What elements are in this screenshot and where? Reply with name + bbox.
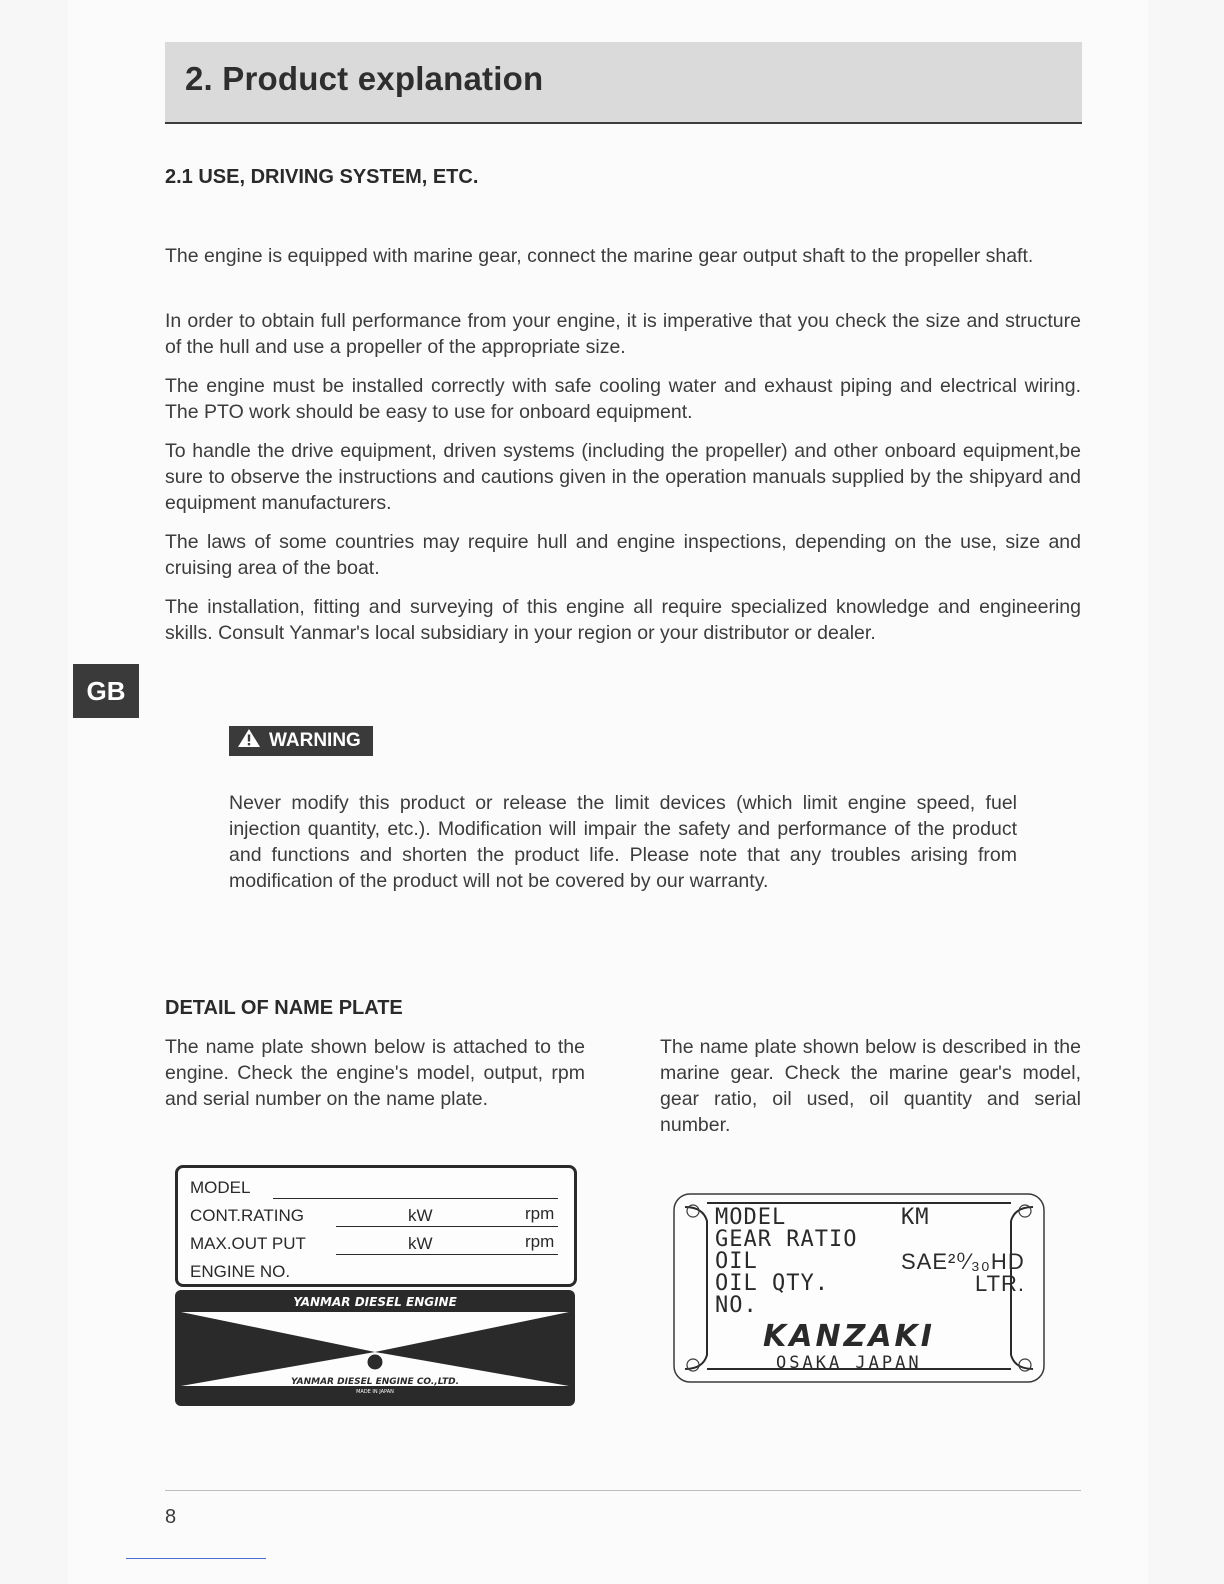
language-tab-label: GB bbox=[86, 675, 126, 706]
section-title: 2.1 USE, DRIVING SYSTEM, ETC. bbox=[165, 166, 479, 188]
engine-name-plate bbox=[175, 1165, 577, 1287]
gear-oil-value: SAE²⁰⁄₃₀HD bbox=[901, 1249, 1025, 1274]
paragraph-1: The engine is equipped with marine gear, connect the marine gear output shaft to the propeller shaft. bbox=[165, 245, 1034, 267]
paragraph-2: In order to obtain full performance from your engine, it is imperative that you check the size and structure of the hull and use a propeller of the appropriate size. bbox=[165, 310, 1081, 358]
warning-label: WARNING bbox=[269, 730, 361, 751]
gear-oil-label: OIL bbox=[715, 1249, 758, 1274]
page-number: 8 bbox=[165, 1506, 177, 1528]
marine-gear-name-plate bbox=[673, 1193, 1045, 1383]
plate-max-kw-unit: kW bbox=[408, 1234, 433, 1253]
gear-oil-qty-unit: LTR. bbox=[975, 1271, 1026, 1296]
kanzaki-city: OSAKA JAPAN bbox=[776, 1353, 922, 1373]
plate-cont-rpm-unit: rpm bbox=[525, 1204, 555, 1223]
paragraph-3: The engine must be installed correctly with safe cooling water and exhaust piping and electrical wiring. The PTO work should be easy to use for onboard equipment. bbox=[165, 375, 1081, 423]
name-plate-title: DETAIL OF NAME PLATE bbox=[165, 997, 403, 1019]
name-plate-left-text: The name plate shown below is attached to the engine. Check the engine's model, output, rpm and serial number on the name plate. bbox=[165, 1036, 585, 1110]
plate-engine-no-label: ENGINE NO. bbox=[190, 1262, 291, 1281]
plate-model-label: MODEL bbox=[190, 1178, 251, 1197]
bottom-edge-line bbox=[126, 1558, 266, 1559]
paragraph-5: The laws of some countries may require hull and engine inspections, depending on the use, size and cruising area of the boat. bbox=[165, 531, 1081, 579]
warning-triangle-icon bbox=[237, 728, 261, 754]
warning-text: Never modify this product or release the limit devices (which limit engine speed, fuel injection quantity, etc.). Modification will impair the safety and performance of the product and functions and shorten the product life. Please note that any troubles arising from modification of the product will not be covered by our warranty. bbox=[229, 792, 1017, 892]
language-tab bbox=[73, 664, 139, 718]
gear-ratio-label: GEAR RATIO bbox=[715, 1227, 858, 1252]
yanmar-badge bbox=[175, 1290, 575, 1406]
warning-badge bbox=[229, 726, 373, 756]
gear-model-value: KM bbox=[901, 1205, 930, 1230]
chapter-header bbox=[165, 42, 1082, 124]
gear-no-label: NO. bbox=[715, 1293, 758, 1318]
plate-max-rpm-unit: rpm bbox=[525, 1232, 555, 1251]
paragraph-6: The installation, fitting and surveying of this engine all require specialized knowledge and engineering skills. Consult Yanmar's local subsidiary in your region or your distributor or dealer. bbox=[165, 596, 1081, 644]
gear-oil-qty-label: OIL QTY. bbox=[715, 1271, 829, 1296]
badge-top-text: YANMAR DIESEL ENGINE bbox=[293, 1295, 457, 1309]
plate-cont-rating-label: CONT.RATING bbox=[190, 1206, 304, 1225]
name-plate-right-text: The name plate shown below is described in the marine gear. Check the marine gear's model, gear ratio, oil used, oil quantity and serial number. bbox=[660, 1036, 1081, 1136]
badge-bottom-text: YANMAR DIESEL ENGINE CO.,LTD. bbox=[290, 1377, 460, 1387]
badge-made-in-text: MADE IN JAPAN bbox=[356, 1389, 394, 1395]
footer-divider bbox=[165, 1490, 1081, 1491]
plate-cont-line bbox=[336, 1226, 558, 1227]
plate-cont-kw-unit: kW bbox=[408, 1206, 433, 1225]
gear-model-label: MODEL bbox=[715, 1205, 787, 1230]
plate-max-output-label: MAX.OUT PUT bbox=[190, 1234, 306, 1253]
plate-max-line bbox=[336, 1254, 558, 1255]
paragraph-4: To handle the drive equipment, driven systems (including the propeller) and other onboard equipment,be sure to observe the instructions and cautions given in the operation manuals supplied by the shipyard and equipment manufacturers. bbox=[165, 440, 1081, 514]
kanzaki-logo: KANZAKI bbox=[763, 1319, 935, 1354]
chapter-title: 2. Product explanation bbox=[185, 60, 544, 97]
plate-model-line bbox=[273, 1198, 558, 1199]
